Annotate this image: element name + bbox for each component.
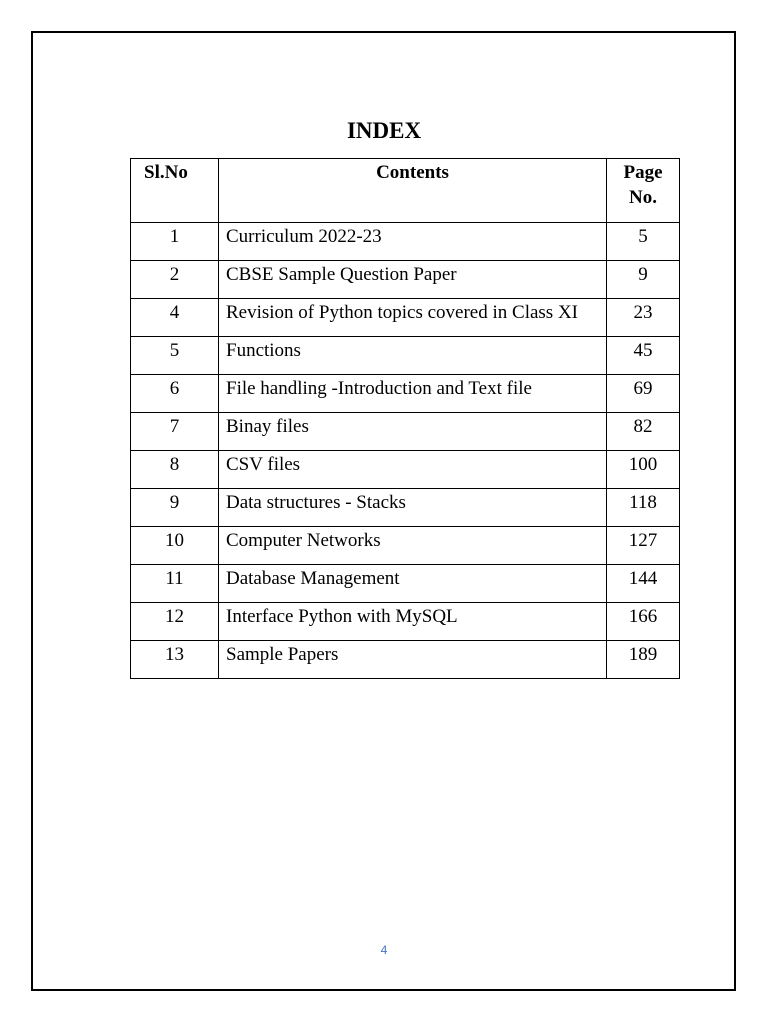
table-row	[131, 603, 680, 641]
row-slno: 5	[131, 337, 219, 375]
row-page-number: 5	[607, 223, 680, 261]
row-page-number: 69	[607, 375, 680, 413]
table-row	[131, 337, 680, 375]
table-row	[131, 565, 680, 603]
row-slno: 7	[131, 413, 219, 451]
table-header-row	[131, 159, 680, 223]
row-slno: 13	[131, 641, 219, 679]
row-page-number: 144	[607, 565, 680, 603]
row-page-number: 23	[607, 299, 680, 337]
header-contents: Contents	[219, 159, 607, 223]
row-slno: 11	[131, 565, 219, 603]
table-row	[131, 413, 680, 451]
row-content: Curriculum 2022-23	[219, 223, 607, 261]
row-content: Functions	[219, 337, 607, 375]
table-row	[131, 451, 680, 489]
row-page-number: 100	[607, 451, 680, 489]
table-row	[131, 299, 680, 337]
row-content: CSV files	[219, 451, 607, 489]
row-content: Computer Networks	[219, 527, 607, 565]
header-page-no	[607, 159, 680, 223]
row-content: Database Management	[219, 565, 607, 603]
row-page-number: 9	[607, 261, 680, 299]
header-page-line2: No.	[629, 187, 657, 208]
row-content: Data structures - Stacks	[219, 489, 607, 527]
page-number: 4	[380, 943, 388, 957]
table-row	[131, 261, 680, 299]
row-content: Sample Papers	[219, 641, 607, 679]
row-page-number: 45	[607, 337, 680, 375]
table-row	[131, 375, 680, 413]
row-page-number: 166	[607, 603, 680, 641]
header-page-line1: Page	[623, 162, 663, 183]
table-row	[131, 641, 680, 679]
table-row	[131, 527, 680, 565]
row-page-number: 118	[607, 489, 680, 527]
row-slno: 10	[131, 527, 219, 565]
row-slno: 2	[131, 261, 219, 299]
index-table	[130, 158, 680, 679]
row-content: Revision of Python topics covered in Class XI	[219, 299, 607, 337]
row-page-number: 82	[607, 413, 680, 451]
row-slno: 4	[131, 299, 219, 337]
table-row	[131, 489, 680, 527]
row-slno: 8	[131, 451, 219, 489]
row-content: File handling -Introduction and Text file	[219, 375, 607, 413]
row-slno: 12	[131, 603, 219, 641]
row-page-number: 189	[607, 641, 680, 679]
row-slno: 9	[131, 489, 219, 527]
row-page-number: 127	[607, 527, 680, 565]
row-slno: 1	[131, 223, 219, 261]
table-row	[131, 223, 680, 261]
row-content: Binay files	[219, 413, 607, 451]
row-content: CBSE Sample Question Paper	[219, 261, 607, 299]
header-slno: Sl.No	[131, 159, 219, 223]
page-title: INDEX	[346, 118, 422, 143]
row-slno: 6	[131, 375, 219, 413]
table-body	[131, 223, 680, 679]
row-content: Interface Python with MySQL	[219, 603, 607, 641]
